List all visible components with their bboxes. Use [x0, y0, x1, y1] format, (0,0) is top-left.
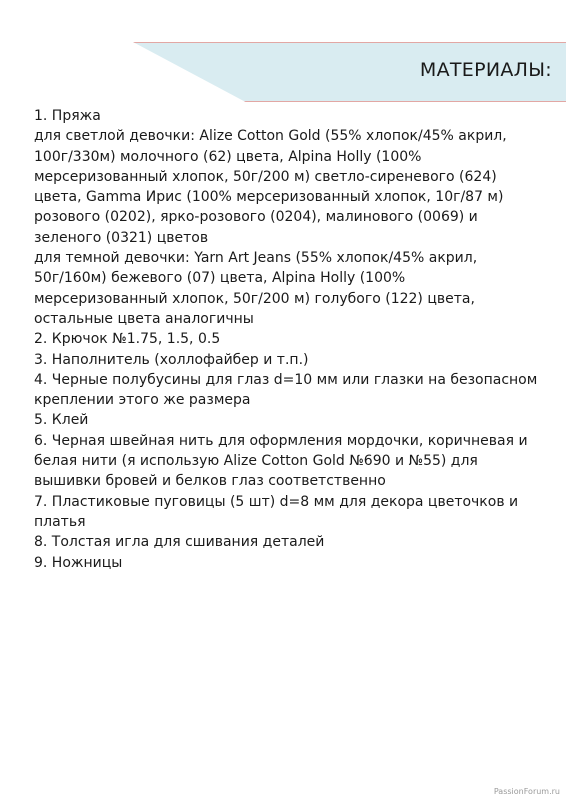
text-line: 4. Черные полубусины для глаз d=10 мм или глазки на безопасном — [34, 371, 538, 388]
text-line: зеленого (0321) цветов — [34, 229, 209, 246]
text-line: креплении этого же размера — [34, 392, 251, 409]
watermark-text: PassionForum.ru — [493, 787, 560, 796]
text-line: мерсеризованный хлопок, 50г/200 м) светло-сиреневого (624) — [34, 168, 497, 185]
text-line: остальные цвета аналогичны — [34, 310, 254, 327]
text-line: белая нити (я использую Alize Cotton Gold №690 и №55) для — [34, 453, 478, 470]
text-line: 50г/160м) бежевого (07) цвета, Alpina Holly (100% — [34, 270, 406, 287]
text-line: для темной девочки: Yarn Art Jeans (55% хлопок/45% акрил, — [34, 250, 478, 267]
materials-list — [34, 106, 538, 573]
text-line: 2. Крючок №1.75, 1.5, 0.5 — [34, 331, 221, 348]
text-line: 8. Толстая игла для сшивания деталей — [34, 534, 325, 551]
text-line: для светлой девочки: Alize Cotton Gold (55% хлопок/45% акрил, — [34, 128, 507, 145]
text-line: 3. Наполнитель (холлофайбер и т.п.) — [34, 351, 309, 368]
text-line: 6. Черная швейная нить для оформления мордочки, коричневая и — [34, 432, 528, 449]
text-line: розового (0202), ярко-розового (0204), малинового (0069) и — [34, 209, 478, 226]
text-line: мерсеризованный хлопок, 50г/200 м) голубого (122) цвета, — [34, 290, 475, 307]
text-line: 9. Ножницы — [34, 554, 123, 571]
text-line: 5. Клей — [34, 412, 89, 429]
text-line: вышивки бровей и белков глаз соответственно — [34, 473, 386, 490]
page-title: МАТЕРИАЛЫ: — [419, 59, 552, 81]
text-line: платья — [34, 513, 86, 530]
text-line: цвета, Gamma Ирис (100% мерсеризованный хлопок, 10г/87 м) — [34, 189, 504, 206]
text-line: 100г/330м) молочного (62) цвета, Alpina Holly (100% — [34, 148, 422, 165]
text-line: 1. Пряжа — [34, 108, 101, 124]
text-line: 7. Пластиковые пуговицы (5 шт) d=8 мм для декора цветочков и — [34, 493, 519, 510]
